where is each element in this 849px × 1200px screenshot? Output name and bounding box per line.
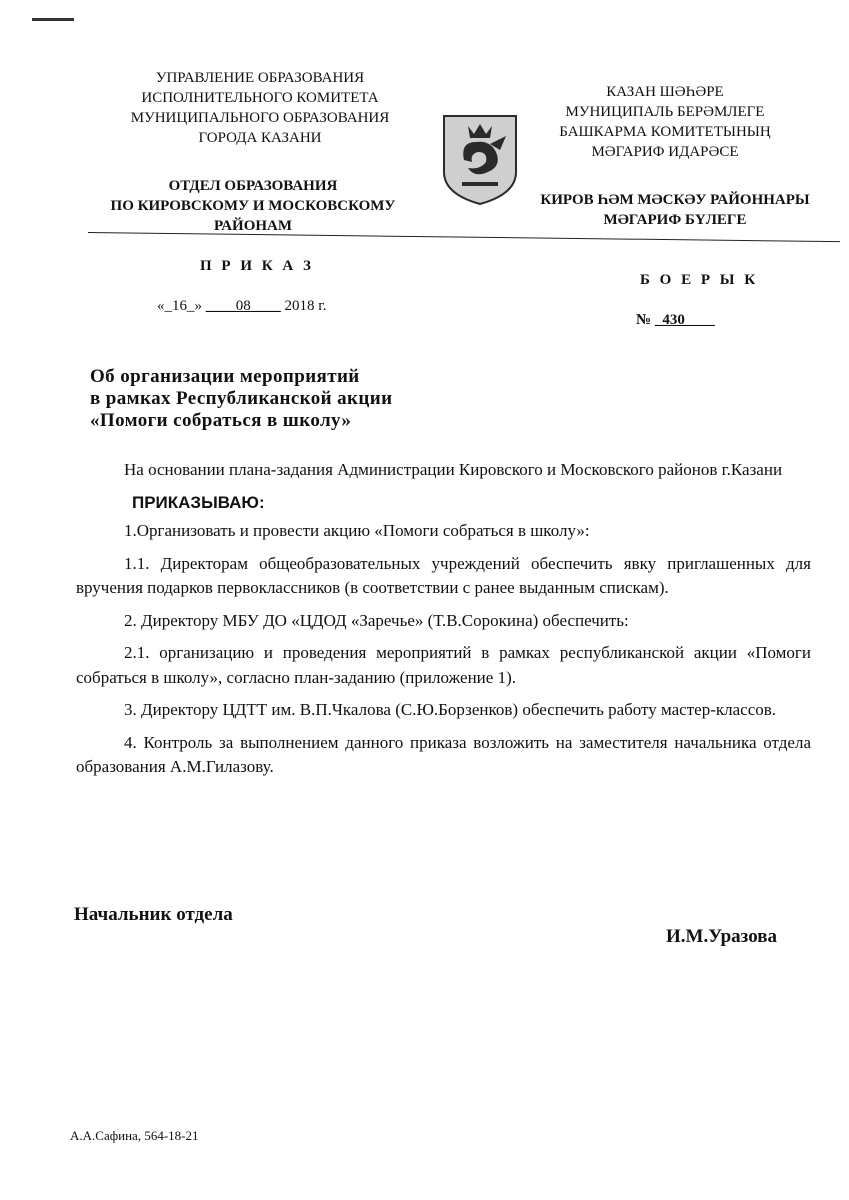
order-subject [90,366,392,432]
order-item: 2.1. организацию и проведения мероприятий в рамках республиканской акции «Помоги собраться в школу», согласно план-заданию (приложение 1). [76,643,811,687]
signature-position: Начальник отдела [74,904,233,925]
header-left-line: УПРАВЛЕНИЕ ОБРАЗОВАНИЯ [155,70,365,86]
header-left-line: ГОРОДА КАЗАНИ [198,130,322,146]
subject-line: в рамках Республиканской акции [90,388,393,409]
subject-line: «Помоги собраться в школу» [90,410,352,431]
order-item: 1.Организовать и провести акцию «Помоги собраться в школу»: [124,521,590,540]
header-right-line: БАШКАРМА КОМИТЕТЫНЫҢ [559,124,771,140]
header-divider [88,232,840,242]
order-date-day: «_16_» [157,298,206,314]
header-left-dept-line: ПО КИРОВСКОМУ И МОСКОВСКОМУ [110,198,396,214]
header-right-line: МУНИЦИПАЛЬ БЕРӘМЛЕГЕ [565,104,765,120]
order-number [636,312,715,329]
order-word: ПРИКАЗЫВАЮ: [132,492,265,512]
header-right-dept-line: КИРОВ ҺӘМ МӘСКӘУ РАЙОННАРЫ [540,192,810,208]
header-left-dept-line: РАЙОНАМ [213,218,293,234]
subject-line: Об организации мероприятий [90,366,360,387]
header-right-line: КАЗАН ШӘҺӘРЕ [606,84,724,100]
order-number-value: _430____ [654,312,715,328]
header-left-dept [88,176,418,236]
header-right-line: МӘГАРИФ ИДАРӘСЕ [591,144,739,160]
header-left-line: ИСПОЛНИТЕЛЬНОГО КОМИТЕТА [141,90,379,106]
order-title-tat: Б О Е Р Ы К [640,272,759,288]
header-right-dept [520,190,830,230]
order-title-ru: П Р И К А З [200,258,314,274]
kazan-emblem-icon [440,112,520,207]
order-item: 2. Директору МБУ ДО «ЦДОД «Заречье» (Т.В.Сорокина) обеспечить: [124,610,629,630]
executor-contact: А.А.Сафина, 564-18-21 [70,1128,199,1143]
header-left-org [110,68,410,148]
header-right-dept-line: МӘГАРИФ БҮЛЕГЕ [603,212,747,228]
order-item: 3. Директору ЦДТТ им. В.П.Чкалова (С.Ю.Борзенков) обеспечить работу мастер-классов. [124,700,777,719]
order-item: 1.1. Директорам общеобразовательных учреждений обеспечить явку приглашенных для вручения подарков первоклассников (в соответствии с ранее выданным спискам). [76,553,811,597]
header-left-dept-line: ОТДЕЛ ОБРАЗОВАНИЯ [168,178,338,194]
signature-name: И.М.Уразова [666,926,777,947]
scan-mark [32,18,74,21]
order-date-year: 2018 г. [280,298,327,314]
order-body [76,458,811,780]
order-date [157,298,326,315]
basis-paragraph: На основании плана-задания Администрации Кировского и Московского районов г.Казани [124,460,783,479]
order-item: 4. Контроль за выполнением данного приказа возложить на заместителя начальника отдела образования А.М.Гилазову. [76,732,811,776]
header-left-line: МУНИЦИПАЛЬНОГО ОБРАЗОВАНИЯ [130,110,390,126]
header-right-org [540,82,790,162]
order-number-prefix: № [636,312,655,328]
order-date-month: ____08____ [205,298,281,314]
